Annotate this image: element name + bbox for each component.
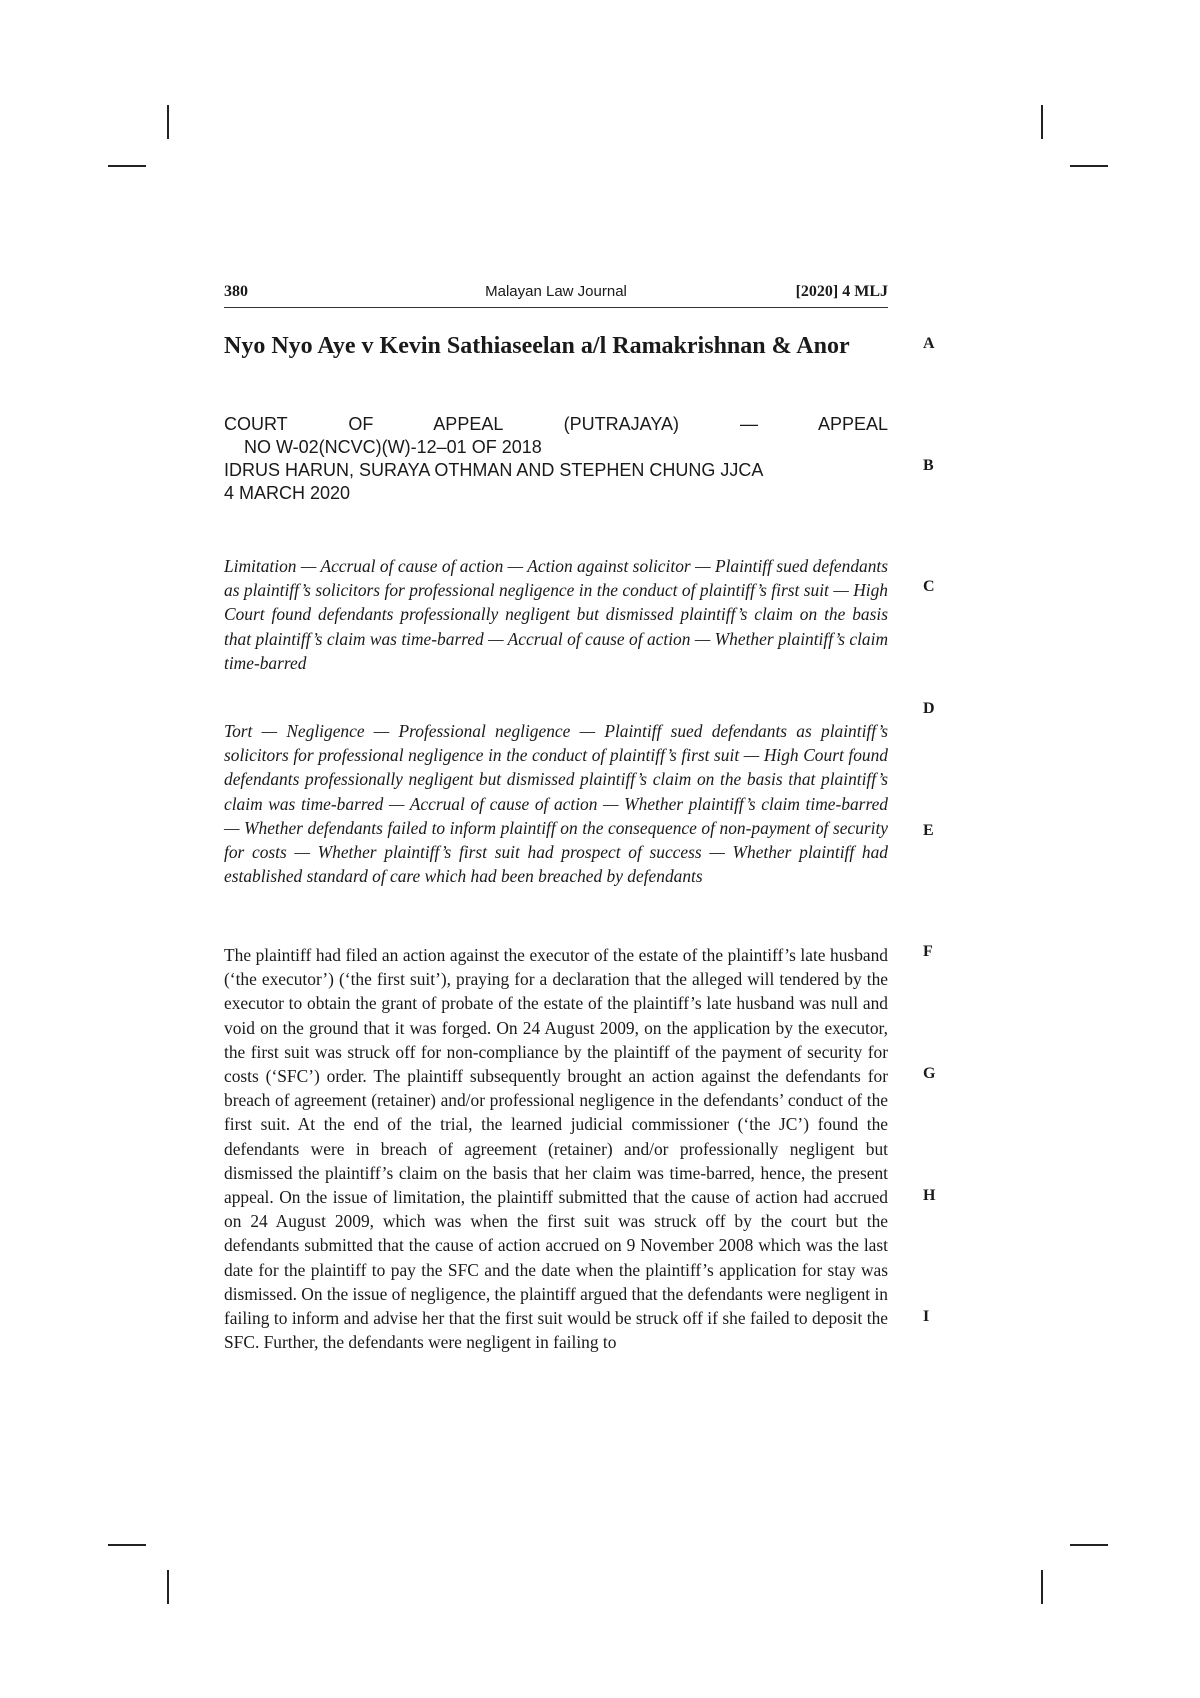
margin-letter-c: C bbox=[923, 578, 935, 595]
crop-mark-bottom-left-horizontal bbox=[108, 1544, 146, 1546]
margin-letter-i: I bbox=[923, 1308, 930, 1325]
crop-mark-bottom-right-vertical bbox=[1041, 1570, 1043, 1604]
margin-letter-e: E bbox=[923, 822, 934, 839]
case-title: Nyo Nyo Aye v Kevin Sathiaseelan a/l Ramakrishnan & Anor bbox=[224, 333, 850, 359]
court-details bbox=[224, 413, 888, 505]
crop-mark-top-right-vertical bbox=[1041, 105, 1043, 139]
journal-name: Malayan Law Journal bbox=[485, 283, 627, 300]
crop-mark-bottom-right-horizontal bbox=[1070, 1544, 1108, 1546]
crop-mark-top-left-vertical bbox=[167, 105, 169, 139]
headnote-paragraph: The plaintiff had filed an action against the executor of the estate of the plaintiff’s late husband (‘the executor’) (‘the first suit’), praying for a declaration that the alleged will tendered by the executor to obtain the grant of probate of the estate of the plaintiff’s late husband was null and void on the ground that it was forged. On 24 August 2009, on the application by the executor, the first suit was struck off for non-compliance by the plaintiff of the payment of security for costs (‘SFC’) order. The plaintiff subsequently brought an action against the defendants for breach of agreement (retainer) and/or professional negligence in the defendants’ conduct of the first suit. At the end of the trial, the learned judicial commissioner (‘the JC’) found the defendants were in breach of agreement (retainer) and/or professionally negligent but dismissed the plaintiff’s claim on the basis that her claim was time-barred, hence, the present appeal. On the issue of limitation, the plaintiff submitted that the cause of action had accrued on 24 August 2009, which was when the first suit was struck off by the court but the defendants submitted that the cause of action accrued on 9 November 2008 which was the last date for the plaintiff to pay the SFC and the date when the plaintiff’s application for stay was dismissed. On the issue of negligence, the plaintiff argued that the defendants were negligent in failing to inform and advise her that the first suit would be struck off if she failed to deposit the SFC. Further, the defendants were negligent in failing to bbox=[224, 945, 888, 1353]
running-head bbox=[224, 283, 888, 305]
crop-mark-top-right-horizontal bbox=[1070, 165, 1108, 167]
catchwords-limitation: Limitation — Accrual of cause of action — Action against solicitor — Plaintiff sued defendants as plaintiff’s solicitors for professional negligence in the conduct of plaintiff’s first suit — High Court found defendants professionally negligent but dismissed plaintiff’s claim on the basis that plaintiff’s claim was time-barred — Accrual of cause of action — Whether plaintiff’s claim time-barred bbox=[224, 556, 888, 673]
appeal-number: NO W-02(NCVC)(W)-12–01 OF 2018 bbox=[244, 437, 542, 457]
margin-letter-d: D bbox=[923, 700, 935, 717]
margin-letter-a: A bbox=[923, 335, 935, 352]
page-number: 380 bbox=[224, 283, 248, 300]
crop-mark-bottom-left-vertical bbox=[167, 1570, 169, 1604]
citation: [2020] 4 MLJ bbox=[795, 283, 888, 300]
crop-mark-top-left-horizontal bbox=[108, 165, 146, 167]
court-line: COURT OF APPEAL (PUTRAJAYA) — APPEAL bbox=[224, 414, 888, 434]
margin-letter-g: G bbox=[923, 1065, 936, 1082]
decision-date: 4 MARCH 2020 bbox=[224, 483, 351, 503]
header-rule bbox=[224, 307, 888, 308]
margin-letter-h: H bbox=[923, 1187, 936, 1204]
margin-letter-f: F bbox=[923, 943, 933, 960]
law-report-page bbox=[224, 283, 888, 1353]
judges: IDRUS HARUN, SURAYA OTHMAN AND STEPHEN CHUNG JJCA bbox=[224, 460, 764, 480]
margin-letter-b: B bbox=[923, 457, 934, 474]
catchwords-tort: Tort — Negligence — Professional negligence — Plaintiff sued defendants as plaintiff’s solicitors for professional negligence in the conduct of plaintiff’s first suit — High Court found defendants professionally negligent but dismissed plaintiff’s claim on the basis that plaintiff’s claim was time-barred — Accrual of cause of action — Whether plaintiff’s claim time-barred — Whether defendants failed to inform plaintiff on the consequence of non-payment of security for costs — Whether plaintiff’s first suit had prospect of success — Whether plaintiff had established standard of care which had been breached by defendants bbox=[224, 721, 888, 887]
